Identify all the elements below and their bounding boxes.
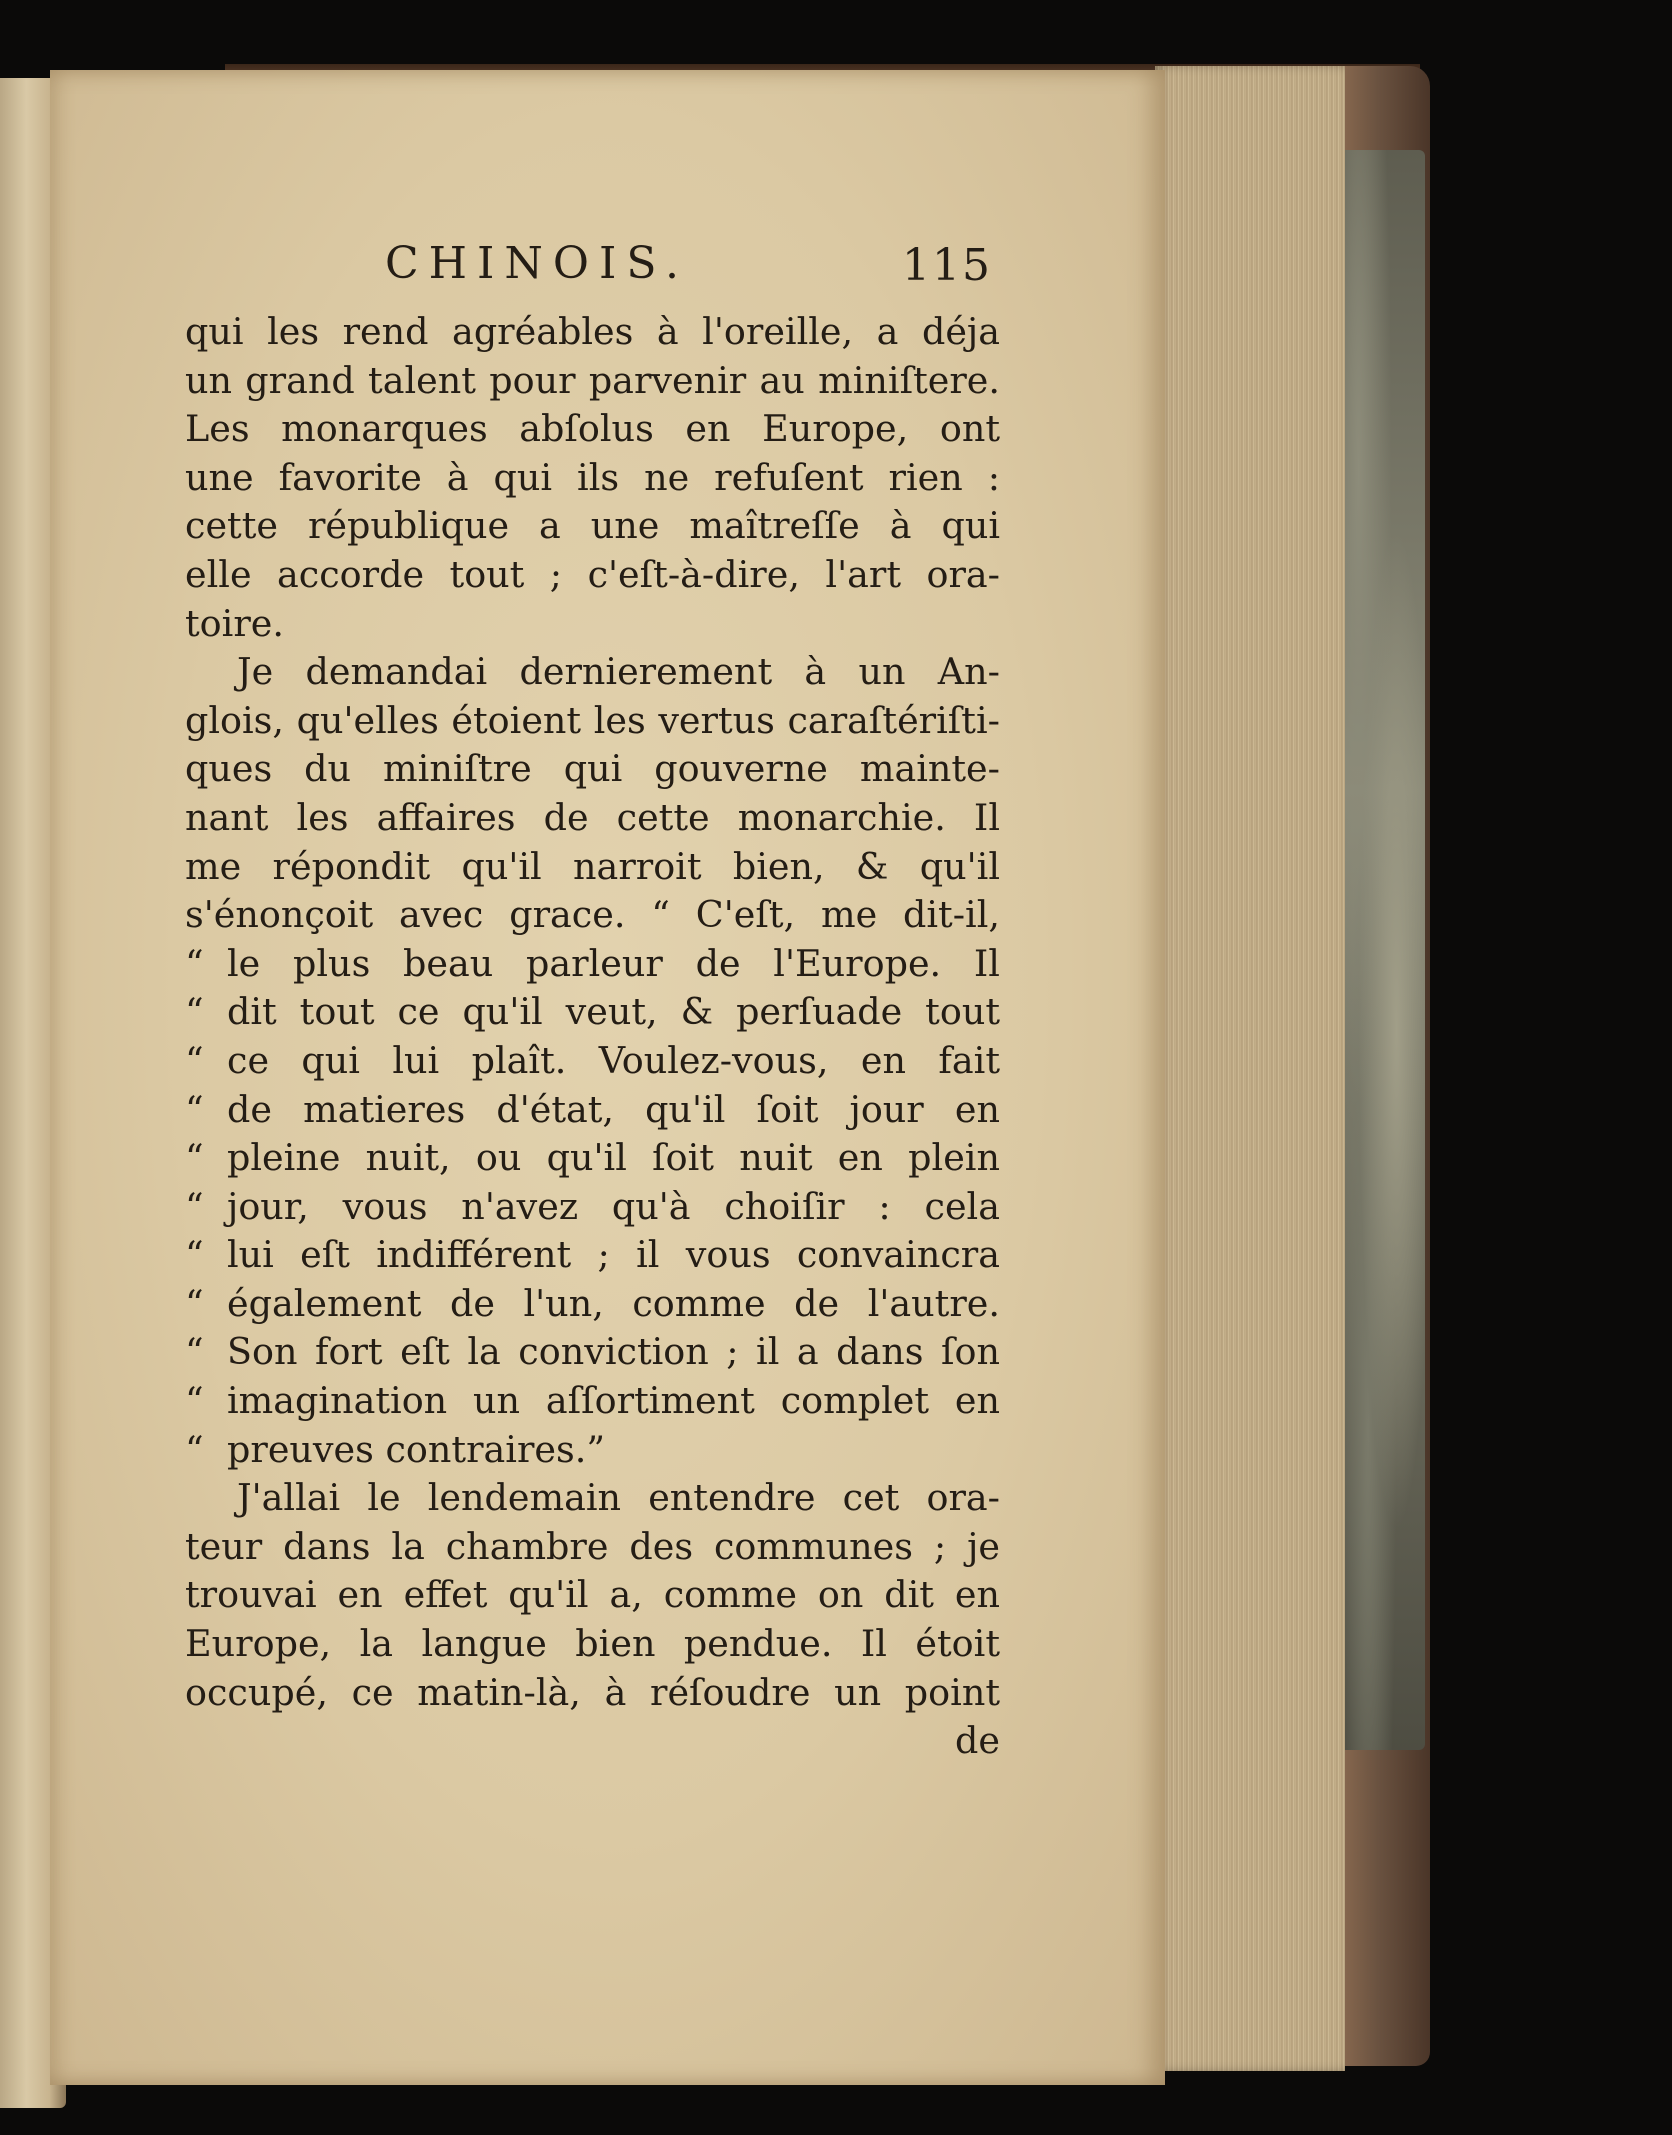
- text-line: imagination un aſſortiment complet en: [227, 1379, 1000, 1423]
- text-line: glois, qu'elles étoient les vertus caraſtériſti-: [185, 698, 1000, 742]
- quoted-line: [185, 1426, 1000, 1475]
- text-line: un grand talent pour parvenir au miniſtere.: [185, 358, 1000, 402]
- quote-mark: “: [185, 1233, 204, 1277]
- quote-mark: “: [185, 1379, 204, 1423]
- catchword: de: [955, 1719, 1000, 1763]
- running-head: [185, 238, 1000, 308]
- page-number: 115: [902, 240, 992, 291]
- text-line: occupé, ce matin-là, à réſoudre un point: [185, 1670, 1000, 1714]
- text-line: trouvai en effet qu'il a, comme on dit en: [185, 1573, 1000, 1617]
- quoted-line: [185, 1280, 1000, 1329]
- page-text: [185, 238, 1000, 1766]
- text-line: Europe, la langue bien pendue. Il étoit: [185, 1622, 1000, 1666]
- quoted-line: [185, 1037, 1000, 1086]
- text-line: elle accorde tout ; c'eſt-à-dire, l'art ora-: [185, 552, 1000, 596]
- quote-mark: “: [185, 1136, 204, 1180]
- text-line: cette république a une maîtreſſe à qui: [185, 504, 1000, 548]
- text-line: Son fort eſt la conviction ; il a dans ſon: [227, 1330, 1000, 1374]
- quote-mark: “: [185, 1281, 204, 1325]
- quote-mark: “: [185, 990, 204, 1034]
- quoted-line: [185, 940, 1000, 989]
- quoted-line: [185, 1377, 1000, 1426]
- quoted-line: [185, 1328, 1000, 1377]
- quote-mark: “: [185, 1330, 204, 1374]
- quote-mark: “: [185, 1087, 204, 1131]
- text-line: ce qui lui plaît. Voulez-vous, en fait: [227, 1038, 1000, 1082]
- text-line: jour, vous n'avez qu'à choiſir : cela: [227, 1184, 1000, 1228]
- quote-mark: “: [185, 1038, 204, 1082]
- text-line: une favorite à qui ils ne refuſent rien :: [185, 455, 1000, 499]
- quoted-line: [185, 1134, 1000, 1183]
- text-line: preuves contraires.”: [227, 1427, 605, 1471]
- quote-mark: “: [185, 941, 204, 985]
- page-block-edges: [1155, 66, 1345, 2071]
- quoted-line: [185, 1231, 1000, 1280]
- text-line: toire.: [185, 601, 284, 645]
- text-line: de matieres d'état, qu'il ſoit jour en: [227, 1087, 1000, 1131]
- text-line: lui eſt indifférent ; il vous convaincra: [227, 1233, 1000, 1277]
- text-line: J'allai le lendemain entendre cet ora-: [237, 1476, 1000, 1520]
- text-line: nant les affaires de cette monarchie. Il: [185, 795, 1000, 839]
- text-line: ques du miniſtre qui gouverne mainte-: [185, 747, 1000, 791]
- text-line: me répondit qu'il narroit bien, & qu'il: [185, 844, 1000, 888]
- quoted-line: [185, 1086, 1000, 1135]
- text-line: qui les rend agréables à l'oreille, a déja: [185, 310, 1000, 353]
- quote-mark: “: [185, 1184, 204, 1228]
- quoted-line: [185, 1183, 1000, 1232]
- text-line: teur dans la chambre des communes ; je: [185, 1524, 1000, 1568]
- text-line: pleine nuit, ou qu'il ſoit nuit en plein: [227, 1136, 1000, 1180]
- text-line: Les monarques abſolus en Europe, ont: [185, 407, 1000, 451]
- quoted-line: [185, 988, 1000, 1037]
- text-line: s'énonçoit avec grace. “ C'eſt, me dit-il,: [185, 893, 1000, 937]
- text-line: également de l'un, comme de l'autre.: [227, 1281, 1000, 1325]
- running-head-title: CHINOIS.: [385, 238, 689, 289]
- text-line: dit tout ce qu'il veut, & perſuade tout: [227, 990, 1000, 1034]
- text-line: Je demandai dernierement à un An-: [237, 650, 1000, 694]
- text-line: le plus beau parleur de l'Europe. Il: [227, 941, 1000, 985]
- quote-mark: “: [185, 1427, 204, 1471]
